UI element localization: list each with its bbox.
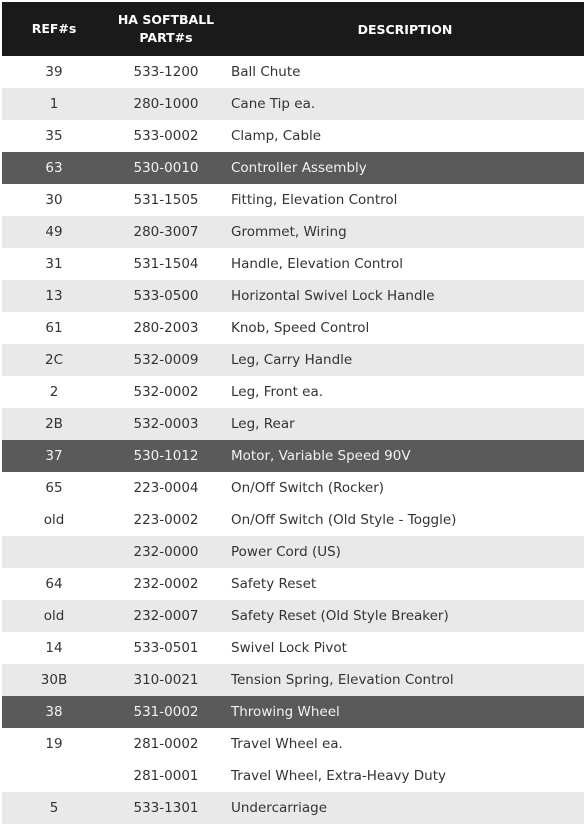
cell-part: 533-0501 xyxy=(133,640,199,656)
cell-description: On/Off Switch (Rocker) xyxy=(231,480,385,496)
table-row xyxy=(2,728,584,760)
cell-part: 280-3007 xyxy=(133,224,199,240)
cell-ref: 35 xyxy=(45,128,63,144)
table-row xyxy=(2,696,584,728)
cell-part: 310-0021 xyxy=(133,672,199,688)
cell-ref: 65 xyxy=(45,480,63,496)
cell-part: 531-1504 xyxy=(133,256,199,272)
cell-part: 281-0001 xyxy=(133,768,199,784)
parts-table xyxy=(2,2,584,824)
cell-part: 532-0009 xyxy=(133,352,199,368)
cell-description: Cane Tip ea. xyxy=(231,96,316,112)
cell-description: Fitting, Elevation Control xyxy=(231,192,398,208)
table-row xyxy=(2,760,584,792)
table-row xyxy=(2,344,584,376)
cell-description: Travel Wheel ea. xyxy=(231,736,343,752)
cell-description: Controller Assembly xyxy=(231,160,367,176)
cell-part: 533-1200 xyxy=(133,64,199,80)
table-row xyxy=(2,152,584,184)
cell-description: Travel Wheel, Extra-Heavy Duty xyxy=(231,768,447,784)
cell-part: 280-1000 xyxy=(133,96,199,112)
table-row xyxy=(2,632,584,664)
cell-ref: 2C xyxy=(44,352,63,368)
cell-ref: 5 xyxy=(49,800,59,816)
cell-ref: 14 xyxy=(45,640,63,656)
table-row xyxy=(2,280,584,312)
cell-ref: 49 xyxy=(45,224,63,240)
table-row xyxy=(2,184,584,216)
header-part-line2: PART#s xyxy=(139,30,193,45)
cell-ref: old xyxy=(43,512,65,528)
cell-description: Tension Spring, Elevation Control xyxy=(231,672,454,688)
table-row xyxy=(2,248,584,280)
cell-ref: 37 xyxy=(45,448,63,464)
cell-description: Handle, Elevation Control xyxy=(231,256,403,272)
cell-part: 530-0010 xyxy=(133,160,199,176)
cell-description: Leg, Carry Handle xyxy=(231,352,353,368)
table-row xyxy=(2,376,584,408)
table-row xyxy=(2,504,584,536)
cell-ref: 61 xyxy=(45,320,63,336)
cell-ref: 2 xyxy=(49,384,59,400)
cell-part: 281-0002 xyxy=(133,736,199,752)
header-description: DESCRIPTION xyxy=(357,21,453,37)
table-row xyxy=(2,216,584,248)
table-row xyxy=(2,56,584,88)
cell-ref: 63 xyxy=(45,160,63,176)
table-row xyxy=(2,88,584,120)
cell-ref: 19 xyxy=(45,736,63,752)
cell-description: Power Cord (US) xyxy=(231,544,341,560)
cell-description: Safety Reset (Old Style Breaker) xyxy=(231,608,449,624)
table-row xyxy=(2,440,584,472)
cell-part: 533-0002 xyxy=(133,128,199,144)
cell-ref: 31 xyxy=(45,256,63,272)
cell-description: Horizontal Swivel Lock Handle xyxy=(231,288,435,304)
cell-description: Leg, Rear xyxy=(231,416,295,432)
cell-ref: old xyxy=(43,608,65,624)
header-part xyxy=(106,11,226,47)
table-row xyxy=(2,664,584,696)
table-header xyxy=(2,2,584,56)
cell-description: Undercarriage xyxy=(231,800,328,816)
cell-part: 532-0003 xyxy=(133,416,199,432)
cell-part: 232-0002 xyxy=(133,576,199,592)
cell-ref: 38 xyxy=(45,704,63,720)
cell-description: Grommet, Wiring xyxy=(231,224,347,240)
table-body xyxy=(2,56,584,824)
cell-part: 533-0500 xyxy=(133,288,199,304)
cell-description: Leg, Front ea. xyxy=(231,384,324,400)
cell-part: 531-1505 xyxy=(133,192,199,208)
cell-part: 280-2003 xyxy=(133,320,199,336)
cell-description: Knob, Speed Control xyxy=(231,320,370,336)
cell-part: 532-0002 xyxy=(133,384,199,400)
cell-ref: 39 xyxy=(45,64,63,80)
header-ref: REF#s xyxy=(31,21,77,36)
cell-part: 533-1301 xyxy=(133,800,199,816)
table-row xyxy=(2,120,584,152)
table-row xyxy=(2,408,584,440)
cell-description: Safety Reset xyxy=(231,576,317,592)
cell-ref: 1 xyxy=(49,96,59,112)
table-row xyxy=(2,600,584,632)
header-part-line1: HA SOFTBALL xyxy=(117,12,215,27)
cell-description: Ball Chute xyxy=(231,64,301,80)
cell-part: 223-0002 xyxy=(133,512,199,528)
cell-ref: 64 xyxy=(45,576,63,592)
cell-ref: 30B xyxy=(40,672,68,688)
cell-part: 232-0000 xyxy=(133,544,199,560)
cell-ref: 2B xyxy=(45,416,63,432)
cell-ref: 13 xyxy=(45,288,63,304)
cell-description: Motor, Variable Speed 90V xyxy=(231,448,411,464)
cell-description: Throwing Wheel xyxy=(231,704,340,720)
cell-description: Swivel Lock Pivot xyxy=(231,640,347,656)
cell-part: 530-1012 xyxy=(133,448,199,464)
table-row xyxy=(2,568,584,600)
cell-part: 232-0007 xyxy=(133,608,199,624)
table-row xyxy=(2,472,584,504)
table-row xyxy=(2,792,584,824)
table-row xyxy=(2,536,584,568)
cell-ref: 30 xyxy=(45,192,63,208)
cell-description: On/Off Switch (Old Style - Toggle) xyxy=(231,512,457,528)
cell-part: 531-0002 xyxy=(133,704,199,720)
cell-part: 223-0004 xyxy=(133,480,199,496)
table-row xyxy=(2,312,584,344)
cell-description: Clamp, Cable xyxy=(231,128,322,144)
